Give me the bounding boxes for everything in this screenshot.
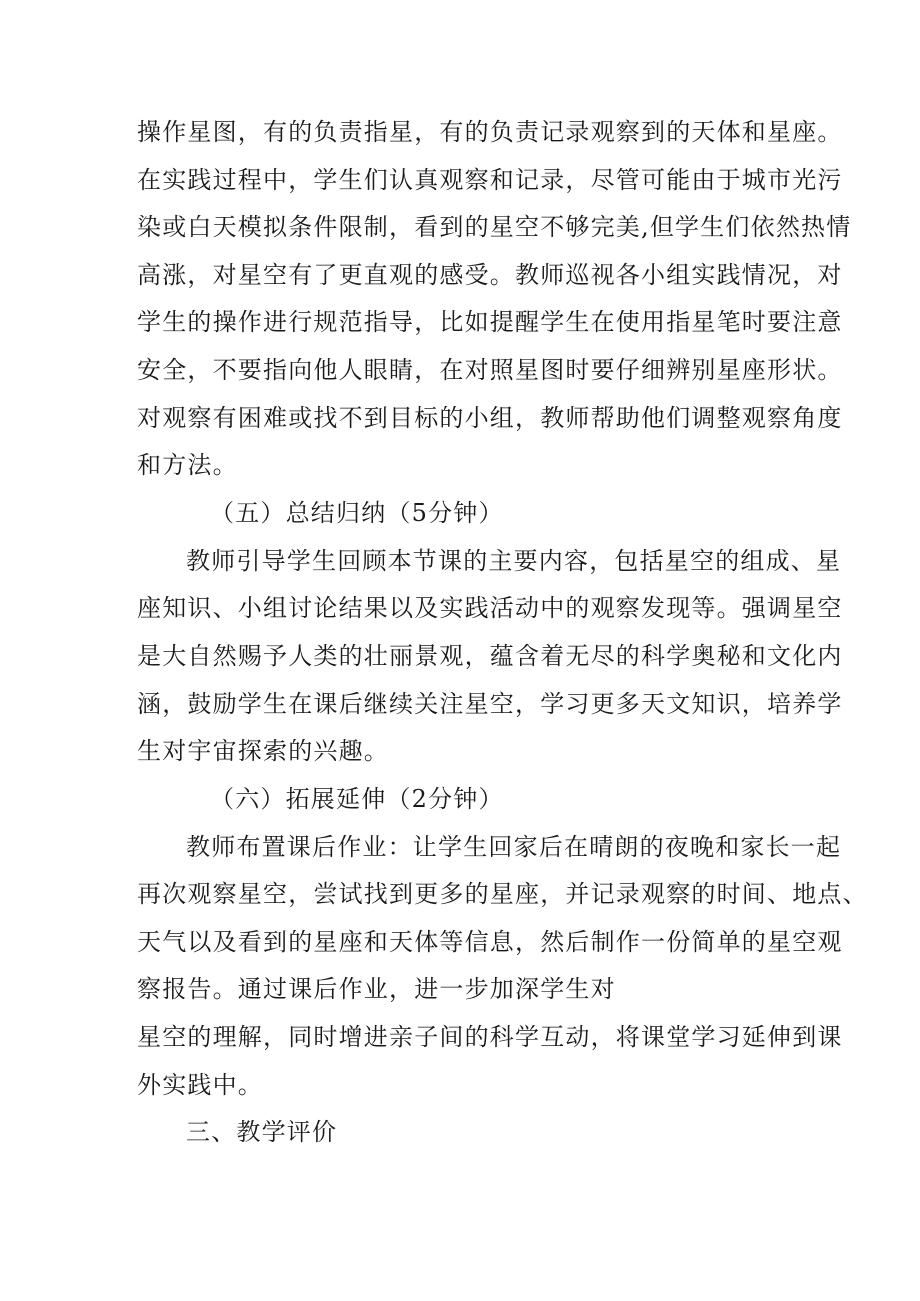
section-heading-3: 三、教学评价: [186, 1118, 338, 1146]
text-line: 涵，鼓励学生在课后继续关注星空，学习更多天文知识，培养学: [137, 690, 843, 718]
section-heading-5: （五）总结归纳（5分钟）: [210, 499, 504, 527]
text-line: 和方法。: [137, 451, 238, 479]
text-line: 生对宇宙探索的兴趣。: [137, 737, 389, 765]
text-line: 教师引导学生回顾本节课的主要内容，包括星空的组成、星: [186, 547, 842, 575]
text-line: 外实践中。: [137, 1071, 263, 1099]
text-line: 在实践过程中，学生们认真观察和记录，尽管可能由于城市光污: [137, 166, 843, 194]
text-line: 高涨，对星空有了更直观的感受。教师巡视各小组实践情况，对: [137, 261, 843, 289]
text-line: 教师布置课后作业：让学生回家后在晴朗的夜晚和家长一起: [186, 833, 842, 861]
text-line: 天气以及看到的星座和天体等信息，然后制作一份简单的星空观: [137, 928, 843, 956]
section-heading-6: （六）拓展延伸（2分钟）: [210, 785, 504, 813]
text-line: 再次观察星空，尝试找到更多的星座，并记录观察的时间、地点、: [137, 880, 868, 908]
text-line: 对观察有困难或找不到目标的小组，教师帮助他们调整观察角度: [137, 404, 843, 432]
text-line: 安全，不要指向他人眼睛，在对照星图时要仔细辨别星座形状。: [137, 356, 843, 384]
text-line: 学生的操作进行规范指导，比如提醒学生在使用指星笔时要注意: [137, 308, 843, 336]
text-line: 是大自然赐予人类的壮丽景观，蕴含着无尽的科学奥秘和文化内: [137, 642, 843, 670]
text-line: 座知识、小组讨论结果以及实践活动中的观察发现等。强调星空: [137, 594, 843, 622]
text-line: 染或白天模拟条件限制，看到的星空不够完美,但学生们依然热情: [137, 213, 852, 241]
text-line: 察报告。通过课后作业，进一步加深学生对: [137, 975, 616, 1003]
text-line: 操作星图，有的负责指星，有的负责记录观察到的天体和星座。: [137, 118, 843, 146]
text-line: 星空的理解，同时增进亲子间的科学互动，将课堂学习延伸到课: [137, 1023, 843, 1051]
